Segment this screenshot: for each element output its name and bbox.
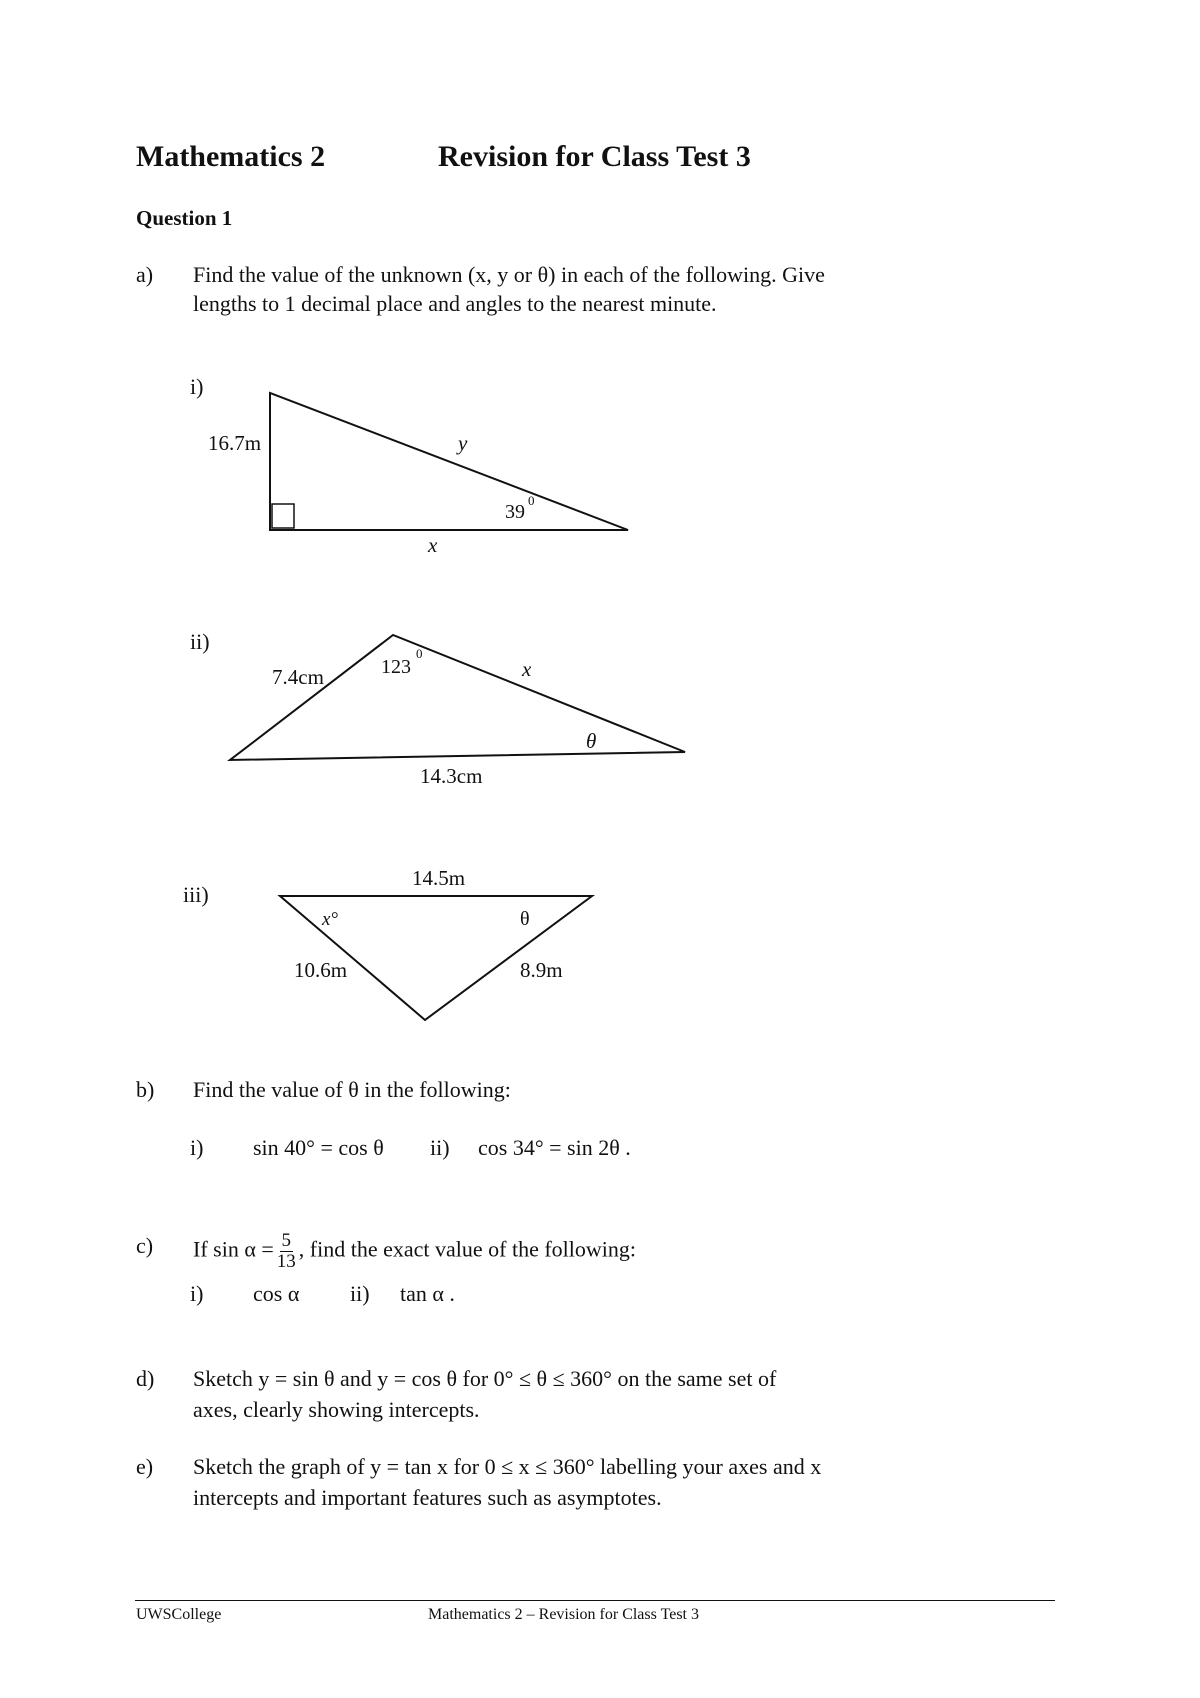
part-d-label: d) <box>136 1366 155 1391</box>
tri-iii-left-label: 10.6m <box>294 958 348 982</box>
tri-iii-angle-left: x° <box>322 909 339 930</box>
part-e-label: e) <box>136 1454 154 1479</box>
part-b-i-label: i) <box>190 1135 204 1160</box>
tri-i-base-label: x <box>428 533 438 557</box>
tri-ii-left-label: 7.4cm <box>272 665 324 689</box>
part-d-line2: axes, clearly showing intercepts. <box>193 1397 480 1422</box>
tri-i-angle-label: 39 <box>505 501 525 523</box>
fraction-denominator: 13 <box>276 1251 296 1272</box>
question-heading: Question 1 <box>136 206 233 230</box>
tri-iii-top-label: 14.5m <box>412 866 466 890</box>
part-b-i-expr: sin 40° = cos θ <box>253 1135 384 1160</box>
tri-i-degree: 0 <box>528 493 535 508</box>
part-c-ii-label: ii) <box>350 1281 370 1306</box>
part-a-text-line2: lengths to 1 decimal place and angles to the nearest minute. <box>193 291 717 316</box>
part-b-label: b) <box>136 1077 155 1102</box>
tri-i-side-label: 16.7m <box>208 431 262 455</box>
tri-ii-top-angle: 123 <box>381 656 411 678</box>
triangle-ii <box>230 635 685 788</box>
document-title: Revision for Class Test 3 <box>438 140 751 173</box>
tri-iii-angle-right: θ <box>520 908 530 930</box>
right-triangle-i <box>208 393 628 557</box>
footer-rule <box>135 1600 1055 1601</box>
tri-ii-right-label: x <box>522 657 532 681</box>
part-c-if: If sin α = <box>193 1236 274 1262</box>
part-a-ii-label: ii) <box>190 629 210 654</box>
part-e-line1: Sketch the graph of y = tan x for 0 ≤ x ≤ 360° labelling your axes and x <box>193 1454 822 1479</box>
part-c-i-expr: cos α <box>253 1281 300 1306</box>
course-title: Mathematics 2 <box>136 140 326 173</box>
part-e-line2: intercepts and important features such as asymptotes. <box>193 1485 662 1510</box>
tri-iii-right-label: 8.9m <box>520 958 563 982</box>
right-angle-marker <box>272 504 294 528</box>
tri-ii-degree: 0 <box>416 646 423 661</box>
part-c-i-label: i) <box>190 1281 204 1306</box>
tri-i-hyp-label: y <box>458 431 468 455</box>
part-a-text-line1: Find the value of the unknown (x, y or θ) in each of the following. Give <box>193 262 825 287</box>
part-c-rest: , find the exact value of the following: <box>298 1236 636 1262</box>
part-a-i-label: i) <box>190 374 204 399</box>
footer-center: Mathematics 2 – Revision for Class Test 3 <box>428 1606 699 1623</box>
part-c-label: c) <box>136 1233 154 1258</box>
part-b-text: Find the value of θ in the following: <box>193 1077 511 1102</box>
part-b-ii-label: ii) <box>430 1135 450 1160</box>
part-c-ii-expr: tan α . <box>400 1281 455 1306</box>
part-b-ii-expr: cos 34° = sin 2θ . <box>478 1135 631 1160</box>
part-c-statement <box>193 1231 636 1272</box>
part-d-line1: Sketch y = sin θ and y = cos θ for 0° ≤ θ ≤ 360° on the same set of <box>193 1366 777 1391</box>
tri-ii-base-label: 14.3cm <box>420 764 483 788</box>
fraction-5-13 <box>277 1231 296 1272</box>
part-a-label: a) <box>136 262 154 287</box>
triangle-iii <box>280 866 592 1020</box>
fraction-numerator: 5 <box>281 1230 292 1251</box>
footer-left: UWSCollege <box>136 1606 222 1623</box>
tri-ii-angle-right: θ <box>586 729 597 753</box>
part-a-iii-label: iii) <box>183 882 209 907</box>
